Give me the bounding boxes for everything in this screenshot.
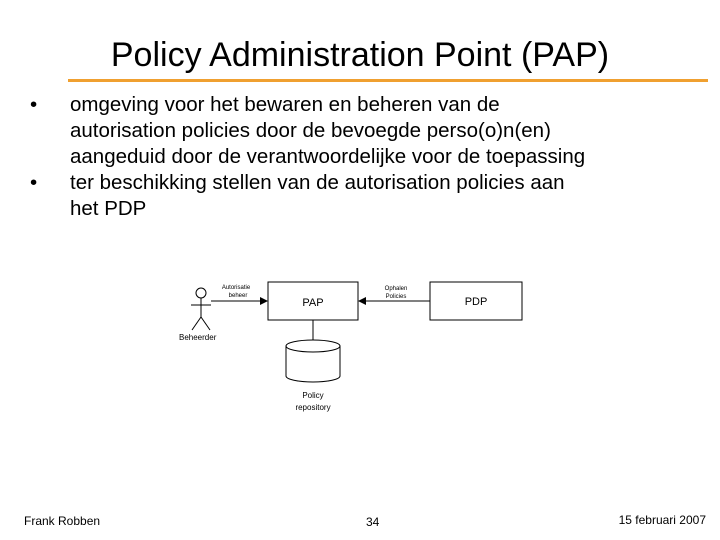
bullet-line: aangeduid door de verantwoordelijke voor de toepassing <box>70 145 586 168</box>
footer-page-number: 34 <box>366 515 380 529</box>
bullet-marker: • <box>30 93 38 116</box>
pap-label: PAP <box>302 297 324 309</box>
admin-edge-label-line2: beheer <box>228 293 248 299</box>
bullet-marker: • <box>30 171 38 194</box>
bullet-line: ter beschikking stellen van de autorisation policies aan <box>70 171 565 194</box>
repository-label-line1: Policy <box>302 391 324 400</box>
footer-date: 15 februari 2007 <box>618 513 706 527</box>
bullet-line: omgeving voor het bewaren en beheren van de <box>70 93 500 116</box>
bullet-line: het PDP <box>70 197 147 220</box>
repository-cylinder <box>286 340 340 382</box>
fetch-edge-label-line1: Ophalen <box>384 286 408 292</box>
slide-title: Policy Administration Point (PAP) <box>110 36 610 74</box>
repository-label-line2: repository <box>295 403 331 412</box>
admin-edge-label-line1: Autorisatie <box>221 285 251 291</box>
actor-figure <box>191 288 211 330</box>
pdp-label: PDP <box>464 296 488 308</box>
bullet-line: autorisation policies door de bevoegde perso(o)n(en) <box>70 119 551 142</box>
footer-author: Frank Robben <box>24 514 101 528</box>
actor-label: Beheerder <box>179 333 217 342</box>
fetch-edge-label-line2: Policies <box>385 294 407 300</box>
